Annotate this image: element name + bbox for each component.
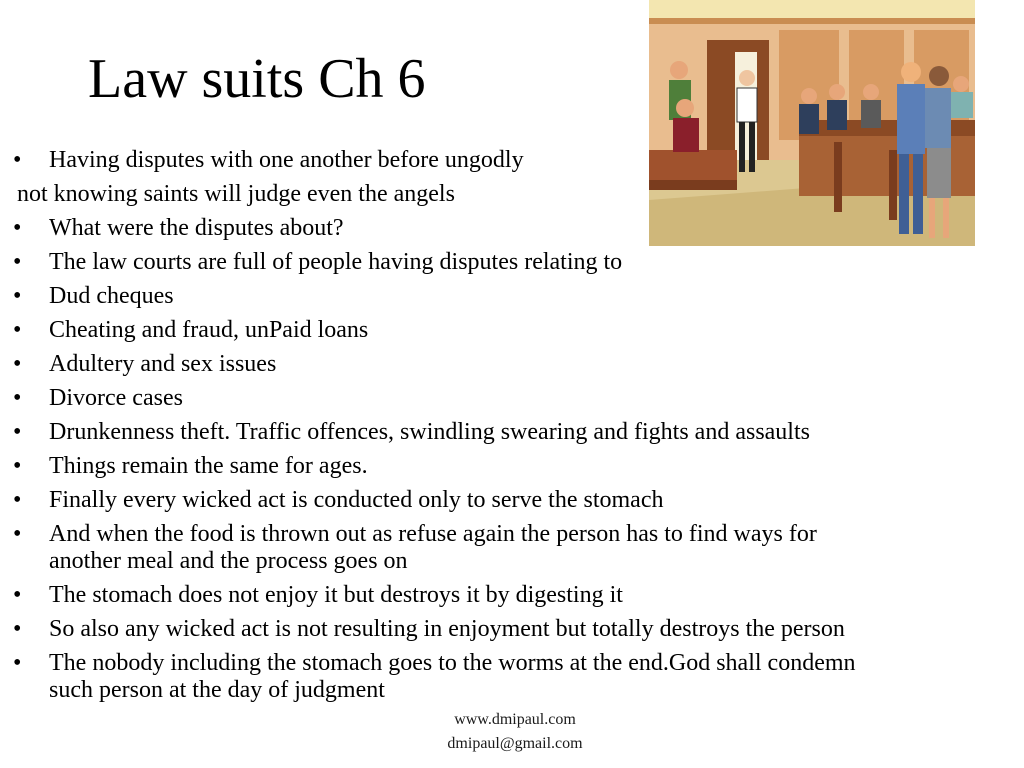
list-item-text: So also any wicked act is not resulting in enjoyment but totally destroys the person <box>49 616 845 642</box>
bullet-marker: • <box>13 147 22 173</box>
list-item-text: Cheating and fraud, unPaid loans <box>49 317 369 343</box>
list-item <box>0 215 860 242</box>
bullet-marker: • <box>13 249 22 275</box>
bullet-marker: • <box>13 582 22 608</box>
list-item-text: not knowing saints will judge even the angels <box>17 181 455 207</box>
list-item-text: Adultery and sex issues <box>49 351 277 377</box>
list-item-text: Drunkenness theft. Traffic offences, swindling swearing and fights and assaults <box>49 419 810 445</box>
bullet-marker: • <box>13 650 22 676</box>
list-item <box>0 419 860 446</box>
list-item <box>0 521 860 575</box>
bullet-marker: • <box>13 215 22 241</box>
list-item <box>0 351 860 378</box>
list-item-text: The law courts are full of people having disputes relating to <box>49 249 623 275</box>
list-item-continuation <box>0 181 860 208</box>
list-item-text: Things remain the same for ages. <box>49 453 368 479</box>
bullet-marker: • <box>13 521 22 547</box>
list-item-text: Divorce cases <box>49 385 183 411</box>
slide-footer <box>380 708 650 756</box>
list-item <box>0 582 860 609</box>
bullet-marker: • <box>13 385 22 411</box>
bullet-list <box>0 147 860 711</box>
bullet-marker: • <box>13 616 22 642</box>
bullet-marker: • <box>13 317 22 343</box>
bullet-marker: • <box>13 283 22 309</box>
bullet-marker: • <box>13 453 22 479</box>
list-item <box>0 317 860 344</box>
list-item-text: The stomach does not enjoy it but destroys it by digesting it <box>49 582 623 608</box>
bullet-marker: • <box>13 419 22 445</box>
list-item-text: What were the disputes about? <box>49 215 344 241</box>
list-item-text: Finally every wicked act is conducted only to serve the stomach <box>49 487 664 513</box>
list-item <box>0 487 860 514</box>
slide-title: Law suits Ch 6 <box>88 48 426 110</box>
footer-website: www.dmipaul.com <box>454 711 576 728</box>
list-item-text: And when the food is thrown out as refuse again the person has to find ways for another meal and the process goes on <box>49 521 817 574</box>
list-item <box>0 249 860 276</box>
list-item <box>0 616 860 643</box>
list-item <box>0 147 860 174</box>
bullet-marker: • <box>13 351 22 377</box>
list-item <box>0 385 860 412</box>
list-item <box>0 650 860 704</box>
bullet-marker: • <box>13 487 22 513</box>
illustration-ceiling <box>649 0 975 18</box>
list-item-text: The nobody including the stomach goes to the worms at the end.God shall condemn such person at the day of judgment <box>49 650 856 703</box>
list-item-text: Having disputes with one another before ungodly <box>49 147 524 173</box>
list-item <box>0 453 860 480</box>
footer-email: dmipaul@gmail.com <box>447 735 583 752</box>
list-item <box>0 283 860 310</box>
list-item-text: Dud cheques <box>49 283 174 309</box>
